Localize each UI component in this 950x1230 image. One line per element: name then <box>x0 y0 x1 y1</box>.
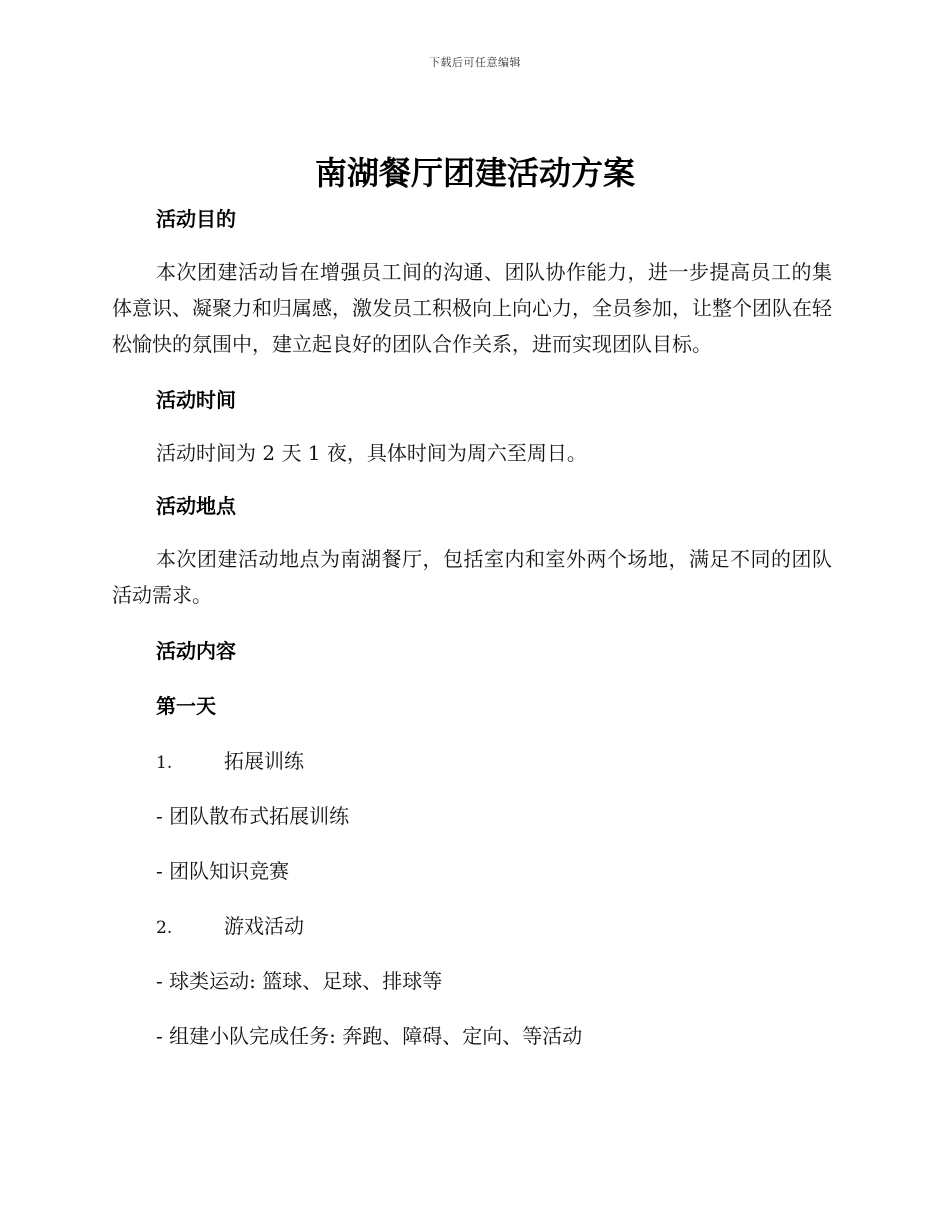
list-item <box>156 909 832 943</box>
document-title: 南湖餐厅团建活动方案 <box>314 154 635 192</box>
section-heading-location: 活动地点 <box>156 494 236 518</box>
document-body <box>112 202 832 1053</box>
section-heading-time: 活动时间 <box>156 388 236 412</box>
section-heading-purpose: 活动目的 <box>156 207 236 231</box>
header-note: 下载后可任意编辑 <box>429 56 521 69</box>
paragraph-time: 活动时间为 2 天 1 夜，具体时间为周六至周日。 <box>156 441 587 465</box>
sub-list-item: - 组建小队完成任务: 奔跑、障碍、定向、等活动 <box>156 1024 583 1048</box>
sub-list-item: - 团队知识竞赛 <box>156 859 290 883</box>
section-heading-content: 活动内容 <box>156 639 236 663</box>
sub-list-item: - 球类运动: 篮球、足球、排球等 <box>156 969 443 993</box>
paragraph-location: 本次团建活动地点为南湖餐厅，包括室内和室外两个场地，满足不同的团队活动需求。 <box>112 547 832 607</box>
sub-list-item: - 团队散布式拓展训练 <box>156 804 350 828</box>
list-item-title: 拓展训练 <box>224 749 304 773</box>
list-item <box>156 744 832 778</box>
subheading-day1: 第一天 <box>156 694 216 718</box>
list-item-number: 2. <box>156 918 173 938</box>
paragraph-purpose: 本次团建活动旨在增强员工间的沟通、团队协作能力，进一步提高员工的集体意识、凝聚力和归属感，激发员工积极向上向心力，全员参加，让整个团队在轻松愉快的氛围中，建立起良好的团队合作关系，进而实现团队目标。 <box>112 260 832 356</box>
list-item-number: 1. <box>156 753 173 773</box>
list-item-title: 游戏活动 <box>224 914 304 938</box>
